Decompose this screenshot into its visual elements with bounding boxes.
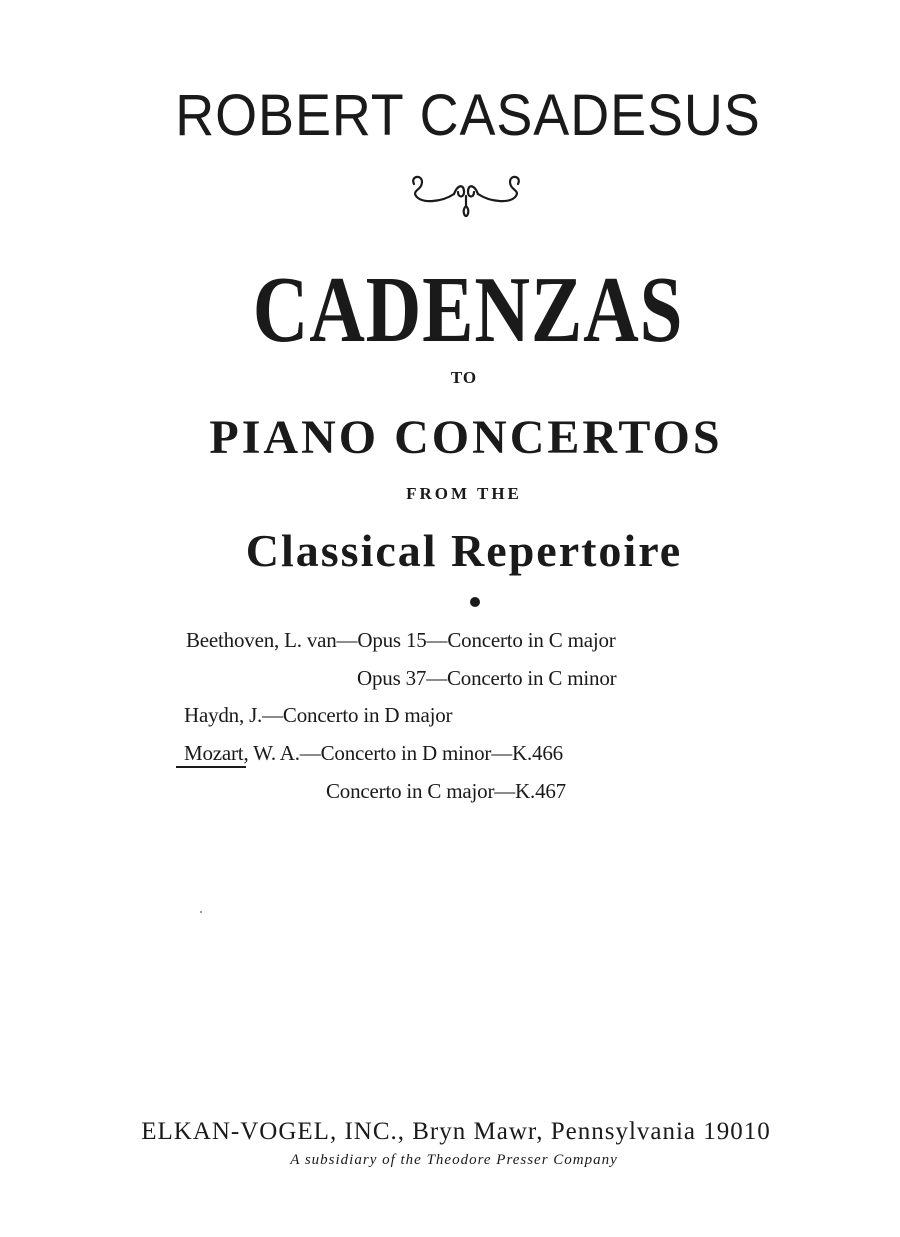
bullet-dot-icon bbox=[470, 597, 480, 607]
work-line-mozart: Mozart, W. A.—Concerto in D minor—K.466 bbox=[184, 741, 563, 765]
work-line-beethoven-opus37: Opus 37—Concerto in C minor bbox=[357, 666, 617, 690]
publisher-line: ELKAN-VOGEL, INC., Bryn Mawr, Pennsylvania 19010 bbox=[141, 1118, 771, 1145]
mozart-underline bbox=[176, 766, 246, 768]
flourish-ornament-icon bbox=[408, 172, 524, 220]
subsidiary-line: A subsidiary of the Theodore Presser Company bbox=[290, 1152, 618, 1168]
to-label: TO bbox=[450, 368, 478, 387]
work-line-mozart-k467: Concerto in C major—K.467 bbox=[326, 779, 566, 803]
main-title: CADENZAS bbox=[252, 258, 684, 362]
repertoire-heading: Classical Repertoire bbox=[245, 525, 683, 576]
from-the-label: FROM THE bbox=[406, 484, 522, 503]
scan-speck bbox=[200, 911, 202, 913]
work-line-haydn: Haydn, J.—Concerto in D major bbox=[184, 703, 453, 727]
subtitle: PIANO CONCERTOS bbox=[209, 411, 723, 464]
work-line-beethoven: Beethoven, L. van—Opus 15—Concerto in C major bbox=[186, 628, 616, 652]
composer-name: ROBERT CASADESUS bbox=[175, 83, 761, 148]
